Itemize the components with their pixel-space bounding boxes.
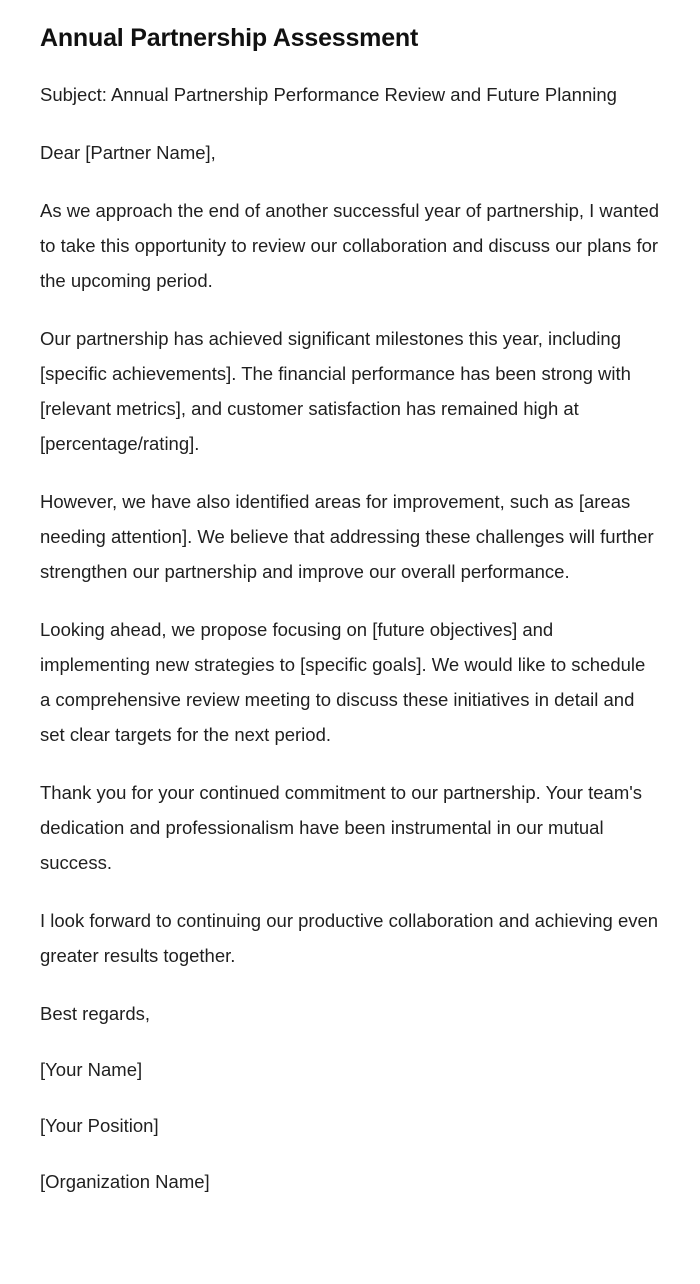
signature-organization: [Organization Name] <box>40 1170 210 1192</box>
closing-line: Best regards, <box>40 1002 151 1024</box>
subject-line: Subject: Annual Partnership Performance Review and Future Planning <box>40 83 617 105</box>
signature-name: [Your Name] <box>40 1058 143 1080</box>
body-paragraph-6: I look forward to continuing our productive collaboration and achieving even greater results together. <box>40 909 659 966</box>
page-title: Annual Partnership Assessment <box>40 24 419 52</box>
salutation: Dear [Partner Name], <box>40 141 216 163</box>
body-paragraph-5: Thank you for your continued commitment to our partnership. Your team's dedication and professionalism have been instrumental in our mutual success. <box>40 781 643 873</box>
body-paragraph-2: Our partnership has achieved significant milestones this year, including [specific achievements]. The financial performance has been strong with [relevant metrics], and customer satisfaction has remained high at [percentage/rating]. <box>40 327 631 454</box>
body-paragraph-1: As we approach the end of another successful year of partnership, I wanted to take this opportunity to review our collaboration and discuss our plans for the upcoming period. <box>40 199 660 291</box>
signature-position: [Your Position] <box>40 1114 159 1136</box>
body-paragraph-4: Looking ahead, we propose focusing on [future objectives] and implementing new strategies to [specific goals]. We would like to schedule a comprehensive review meeting to discuss these initiatives in detail and set clear targets for the next period. <box>40 618 646 745</box>
body-paragraph-3: However, we have also identified areas for improvement, such as [areas needing attention]. We believe that addressing these challenges will further strengthen our partnership and improve our overall performance. <box>40 490 654 582</box>
